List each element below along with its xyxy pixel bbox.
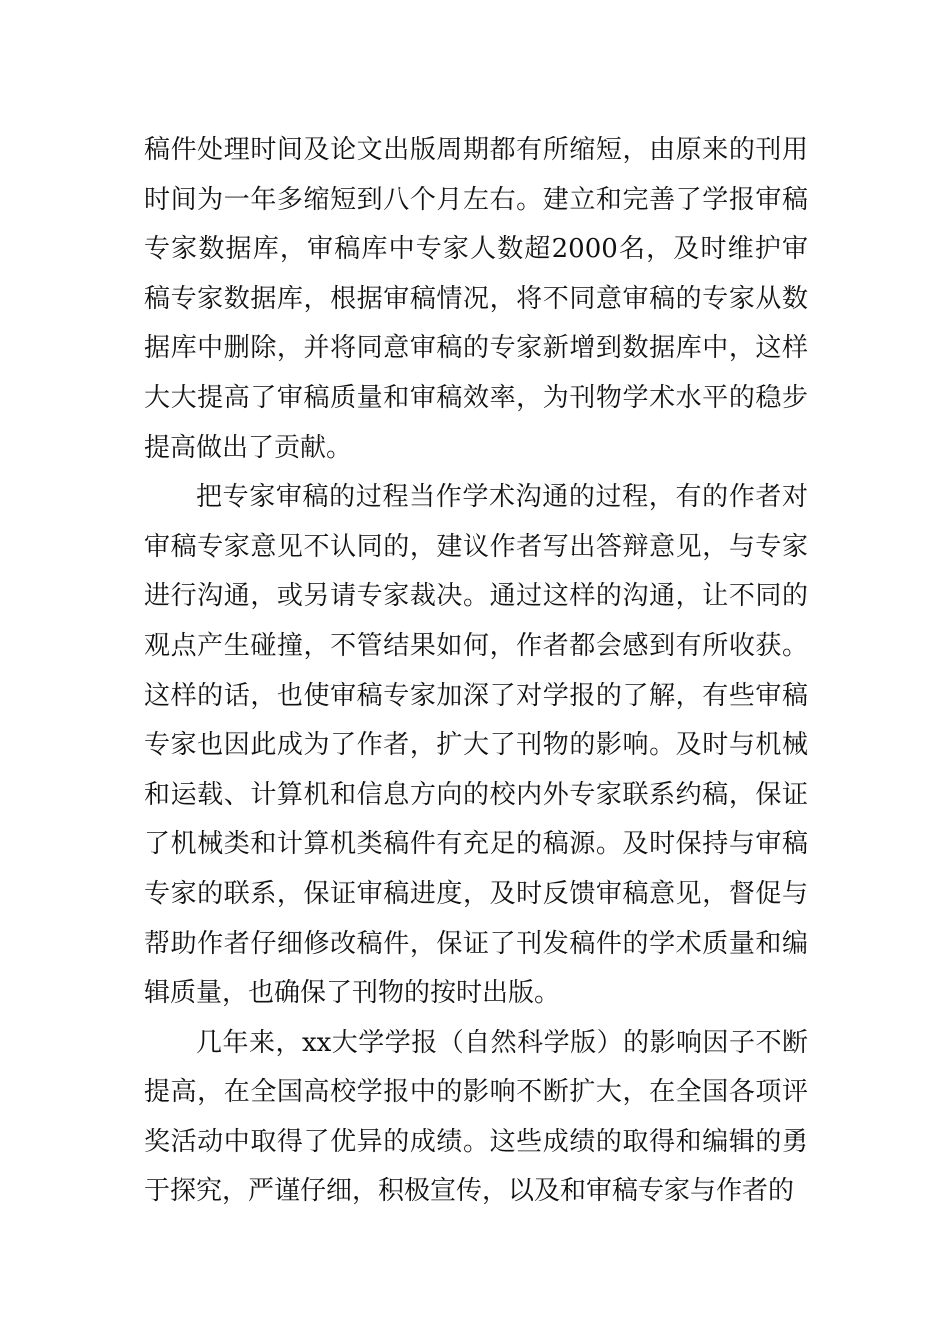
paragraph-1: 稿件处理时间及论文出版周期都有所缩短，由原来的刊用时间为一年多缩短到八个月左右。建立和完善了学报审稿专家数据库，审稿库中专家人数超2000名，及时维护审稿专家数据库，根据审稿情况，将不同意审稿的专家从数据库中删除，并将同意审稿的专家新增到数据库中，这样大大提高了审稿质量和审稿效率，为刊物学术水平的稳步提高做出了贡献。	[144, 135, 808, 463]
document-body	[144, 126, 808, 1217]
paragraph-2: 把专家审稿的过程当作学术沟通的过程，有的作者对审稿专家意见不认同的，建议作者写出答辩意见，与专家进行沟通，或另请专家裁决。通过这样的沟通，让不同的观点产生碰撞，不管结果如何，作者都会感到有所收获。这样的话，也使审稿专家加深了对学报的了解，有些审稿专家也因此成为了作者，扩大了刊物的影响。及时与机械和运载、计算机和信息方向的校内外专家联系约稿，保证了机械类和计算机类稿件有充足的稿源。及时保持与审稿专家的联系，保证审稿进度，及时反馈审稿意见，督促与帮助作者仔细修改稿件，保证了刊发稿件的学术质量和编辑质量，也确保了刊物的按时出版。	[144, 482, 808, 1009]
paragraph-3: 几年来，xx大学学报（自然科学版）的影响因子不断提高，在全国高校学报中的影响不断扩大，在全国各项评奖活动中取得了优异的成绩。这些成绩的取得和编辑的勇于探究，严谨仔细，积极宣传，以及和审稿专家与作者的	[144, 1027, 808, 1207]
